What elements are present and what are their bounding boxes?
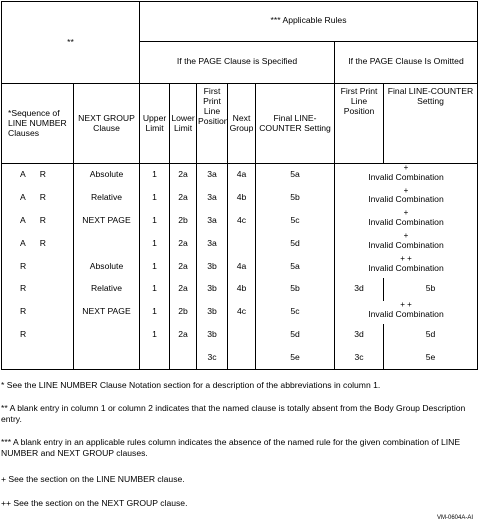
next-group-clause-cell [74, 232, 140, 255]
next-group-cell [228, 232, 256, 255]
lower-limit-cell: 2a [170, 324, 197, 347]
upper-limit-cell: 1 [140, 255, 170, 278]
sequence-second: R [39, 214, 46, 225]
footnote-next-group-clause: ++ See the section on the NEXT GROUP clause. [1, 498, 188, 508]
upper-limit-cell: 1 [140, 187, 170, 210]
sequence-second: R [39, 169, 46, 180]
lower-limit-cell [170, 347, 197, 370]
invalid-combination-text: Invalid Combination [368, 194, 444, 205]
blank-column-header: ** [2, 2, 140, 84]
next-group-clause-cell: Absolute [74, 255, 140, 278]
sequence-first: R [20, 283, 27, 294]
next-group-clause-cell [74, 324, 140, 347]
final-line-counter-cell: 5d [256, 232, 335, 255]
next-group-clause-cell: NEXT PAGE [74, 301, 140, 324]
lower-limit-cell: 2b [170, 301, 197, 324]
col-header-next-group: Next Group [228, 84, 256, 164]
next-group-clause-cell: Relative [74, 278, 140, 301]
sequence-first: A [20, 237, 26, 248]
footnote-reference-mark: + + [400, 254, 412, 264]
table-row [2, 278, 478, 301]
sequence-cell [2, 164, 74, 187]
col-header-next-group-clause: NEXT GROUP Clause [74, 84, 140, 164]
next-group-cell: 4b [228, 278, 256, 301]
table-row [2, 301, 478, 324]
col-header-first-print-line: First Print Line Position [197, 84, 228, 164]
first-print-line-cell: 3b [197, 324, 228, 347]
col-header-sequence: *Sequence of LINE NUMBER Clauses [2, 84, 74, 164]
invalid-combination-cell [335, 255, 478, 278]
final-line-counter-cell: 5e [256, 347, 335, 370]
final-line-counter-cell: 5c [256, 209, 335, 232]
invalid-combination-text: Invalid Combination [368, 263, 444, 274]
sequence-first: A [20, 169, 26, 180]
next-group-clause-cell [74, 347, 140, 370]
applicable-rules-table [1, 1, 478, 370]
table-row [2, 347, 478, 370]
invalid-combination-text: Invalid Combination [368, 217, 444, 228]
next-group-cell: 4c [228, 209, 256, 232]
table-row [2, 232, 478, 255]
next-group-cell [228, 324, 256, 347]
upper-limit-cell: 1 [140, 164, 170, 187]
sequence-cell [2, 209, 74, 232]
table-row [2, 209, 478, 232]
sequence-cell [2, 187, 74, 210]
sequence-cell [2, 301, 74, 324]
footnote-reference-mark: + [403, 208, 409, 218]
final-line-counter-cell: 5a [256, 164, 335, 187]
table-row [2, 255, 478, 278]
table-row [2, 164, 478, 187]
first-print-line-cell: 3b [197, 301, 228, 324]
sequence-first: R [20, 306, 27, 317]
lower-limit-cell: 2b [170, 209, 197, 232]
final-line-counter-cell: 5a [256, 255, 335, 278]
first-print-line-cell: 3a [197, 209, 228, 232]
invalid-combination-text: Invalid Combination [368, 240, 444, 251]
next-group-cell [228, 347, 256, 370]
next-group-clause-cell: Absolute [74, 164, 140, 187]
lower-limit-cell: 2a [170, 278, 197, 301]
sequence-second: R [39, 191, 46, 202]
first-print-line-cell: 3c [197, 347, 228, 370]
page-omitted-header: If the PAGE Clause Is Omitted [335, 41, 478, 84]
omitted-final-line-counter-cell: 5d [384, 324, 478, 347]
invalid-combination-text: Invalid Combination [368, 308, 444, 319]
upper-limit-cell [140, 347, 170, 370]
first-print-line-cell: 3b [197, 255, 228, 278]
next-group-clause-cell: Relative [74, 187, 140, 210]
sequence-cell [2, 278, 74, 301]
col-header-omitted-final-line-counter: Final LINE-COUNTER Setting [384, 84, 478, 164]
next-group-cell: 4a [228, 255, 256, 278]
omitted-first-print-cell: 3c [335, 347, 384, 370]
footnote-line-number-clause: + See the section on the LINE NUMBER clause. [1, 474, 185, 484]
final-line-counter-cell: 5b [256, 278, 335, 301]
first-print-line-cell: 3a [197, 232, 228, 255]
footnote-blank-entry-rules: *** A blank entry in an applicable rules column indicates the absence of the named rule for the given combination of LINE NUMBER and NEXT GROUP clauses. [1, 437, 461, 458]
upper-limit-cell: 1 [140, 232, 170, 255]
sequence-first: R [20, 260, 27, 271]
footnote-abbreviations: * See the LINE NUMBER Clause Notation section for a description of the abbreviations in column 1. [1, 380, 381, 390]
omitted-first-print-cell: 3d [335, 278, 384, 301]
footnote-reference-mark: + [403, 231, 409, 241]
sequence-second: R [39, 237, 46, 248]
upper-limit-cell: 1 [140, 301, 170, 324]
page-specified-header: If the PAGE Clause is Specified [140, 41, 335, 84]
applicable-rules-header: *** Applicable Rules [140, 2, 478, 42]
invalid-combination-cell [335, 187, 478, 210]
lower-limit-cell: 2a [170, 255, 197, 278]
invalid-combination-cell [335, 209, 478, 232]
final-line-counter-cell: 5d [256, 324, 335, 347]
final-line-counter-cell: 5c [256, 301, 335, 324]
invalid-combination-cell [335, 232, 478, 255]
invalid-combination-cell [335, 164, 478, 187]
col-header-omitted-first-print: First Print Line Position [335, 84, 384, 164]
first-print-line-cell: 3a [197, 187, 228, 210]
sequence-cell [2, 255, 74, 278]
sequence-first: A [20, 214, 26, 225]
upper-limit-cell: 1 [140, 278, 170, 301]
lower-limit-cell: 2a [170, 232, 197, 255]
table-row [2, 187, 478, 210]
sequence-first: R [20, 329, 27, 340]
upper-limit-cell: 1 [140, 209, 170, 232]
next-group-cell: 4a [228, 164, 256, 187]
sequence-cell [2, 324, 74, 347]
sequence-cell [2, 232, 74, 255]
omitted-final-line-counter-cell: 5e [384, 347, 478, 370]
lower-limit-cell: 2a [170, 187, 197, 210]
upper-limit-cell: 1 [140, 324, 170, 347]
first-print-line-cell: 3b [197, 278, 228, 301]
sequence-cell [2, 347, 74, 370]
footnote-reference-mark: + + [400, 299, 412, 309]
footnote-reference-mark: + [403, 185, 409, 195]
invalid-combination-text: Invalid Combination [368, 171, 444, 182]
first-print-line-cell: 3a [197, 164, 228, 187]
footnote-blank-entry-columns: ** A blank entry in column 1 or column 2 indicates that the named clause is totally absent from the Body Group Description entry. [1, 403, 466, 424]
omitted-first-print-cell: 3d [335, 324, 384, 347]
lower-limit-cell: 2a [170, 164, 197, 187]
sequence-first: A [20, 191, 26, 202]
invalid-combination-cell [335, 301, 478, 324]
col-header-upper-limit: Upper Limit [140, 84, 170, 164]
figure-code: VM-0604A-AI [436, 515, 473, 521]
next-group-cell: 4c [228, 301, 256, 324]
omitted-final-line-counter-cell: 5b [384, 278, 478, 301]
next-group-cell: 4b [228, 187, 256, 210]
col-header-final-line-counter: Final LINE-COUNTER Setting [256, 84, 335, 164]
next-group-clause-cell: NEXT PAGE [74, 209, 140, 232]
final-line-counter-cell: 5b [256, 187, 335, 210]
col-header-lower-limit: Lower Limit [170, 84, 197, 164]
footnote-reference-mark: + [403, 163, 409, 173]
table-row [2, 324, 478, 347]
